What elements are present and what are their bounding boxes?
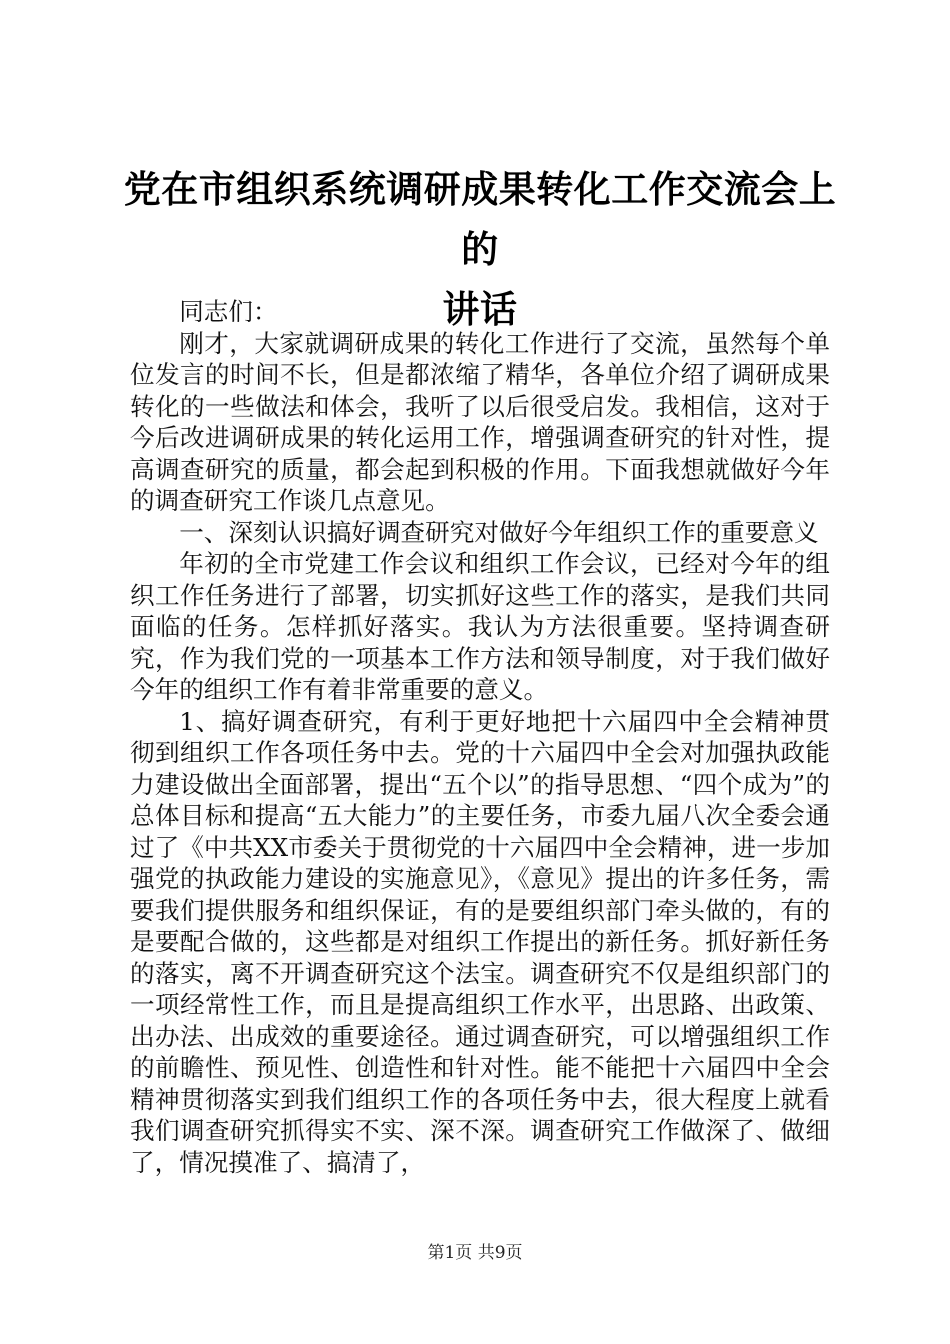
- paragraph: 刚才，大家就调研成果的转化工作进行了交流，虽然每个单位发言的时间不长，但是都浓缩了精华，各单位介绍了调研成果转化的一些做法和体会，我听了以后很受启发。我相信，这对于今后改进调研成果的转化运用工作，增强调查研究的针对性，提高调查研究的质量，都会起到积极的作用。下面我想就做好今年的调查研究工作谈几点意见。: [130, 328, 830, 515]
- document-body: [130, 296, 830, 1178]
- paragraph: 年初的全市党建工作会议和组织工作会议，已经对今年的组织工作任务进行了部署，切实抓好这些工作的落实，是我们共同面临的任务。怎样抓好落实。我认为方法很重要。坚持调查研究，作为我们党的一项基本工作方法和领导制度，对于我们做好今年的组织工作有着非常重要的意义。: [130, 549, 830, 704]
- salutation: 同志们：: [179, 297, 278, 326]
- title-line-1: 党在市组织系统调研成果转化工作交流会上的: [123, 168, 837, 271]
- title-line-2: 讲话: [442, 288, 518, 331]
- page-footer: 第1页 共9页: [427, 1243, 523, 1263]
- paragraph: 1、搞好调查研究，有利于更好地把十六届四中全会精神贯彻到组织工作各项任务中去。党的十六届四中全会对加强执政能力建设做出全面部署，提出“五个以”的指导思想、“四个成为”的总体目标和提高“五大能力”的主要任务，市委九届八次全委会通过了《中共XX市委关于贯彻党的十六届四中全会精神，进一步加强党的执政能力建设的实施意见》，《意见》提出的许多任务，需要我们提供服务和组织保证，有的是要组织部门牵头做的，有的是要配合做的，这些都是对组织工作提出的新任务。抓好新任务的落实，离不开调查研究这个法宝。调查研究不仅是组织部门的一项经常性工作，而且是提高组织工作水平，出思路、出政策、出办法、出成效的重要途径。通过调查研究，可以增强组织工作的前瞻性、预见性、创造性和针对性。能不能把十六届四中全会精神贯彻落实到我们组织工作的各项任务中去，很大程度上就看我们调查研究抓得实不实、深不深。调查研究工作做深了、做细了，情况摸准了、搞清了，: [130, 706, 830, 1177]
- section-heading: 一、深刻认识搞好调查研究对做好今年组织工作的重要意义: [179, 517, 819, 547]
